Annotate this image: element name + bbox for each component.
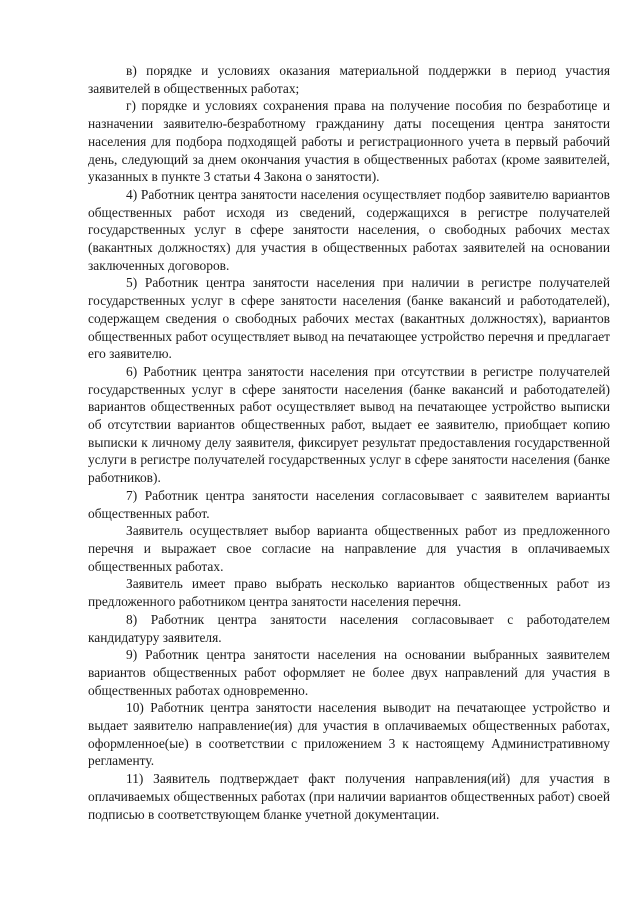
paragraph-applicant-right: Заявитель имеет право выбрать несколько вариантов общественных работ из предложенного работником центра занятости населения перечня. [88, 576, 610, 610]
paragraph-11: 11) Заявитель подтверждает факт получения направления(ий) для участия в оплачиваемых общественных работах (при наличии вариантов общественных работ) своей подписью в соответствующем бланке учетной документации. [88, 771, 610, 822]
paragraph-9: 9) Работник центра занятости населения на основании выбранных заявителем вариантов общественных работ оформляет не более двух направлений для участия в общественных работах одновременно. [88, 647, 610, 698]
document-page [88, 62, 610, 823]
paragraph-5: 5) Работник центра занятости населения при наличии в регистре получателей государственных услуг в сфере занятости населения (банке вакансий и работодателей), содержащем сведения о свободных рабочих местах (вакантных должностях), вариантов общественных работ осуществляет вывод на печатающее устройство перечня и предлагает его заявителю. [88, 275, 610, 362]
paragraph-4: 4) Работник центра занятости населения осуществляет подбор заявителю вариантов общественных работ исходя из сведений, содержащихся в регистре получателей государственных услуг в сфере занятости населения, о свободных рабочих местах (вакантных должностях) для участия в общественных работах заявителей на основании заключенных договоров. [88, 186, 610, 273]
paragraph-applicant-choice: Заявитель осуществляет выбор варианта общественных работ из предложенного перечня и выражает свое согласие на направление для участия в оплачиваемых общественных работах. [88, 523, 610, 574]
paragraph-8: 8) Работник центра занятости населения согласовывает с работодателем кандидатуру заявителя. [88, 611, 610, 645]
paragraph-v: в) порядке и условиях оказания материальной поддержки в период участия заявителей в общественных работах; [88, 63, 610, 96]
paragraph-g: г) порядке и условиях сохранения права на получение пособия по безработице и назначении заявителю-безработному гражданину даты посещения центра занятости населения для подбора подходящей работы и регистрационного учета в первый рабочий день, следующий за днем окончания участия в общественных работах (кроме заявителей, указанных в пункте 3 статьи 4 Закона о занятости). [88, 98, 610, 185]
paragraph-7: 7) Работник центра занятости населения согласовывает с заявителем варианты общественных работ. [88, 487, 610, 521]
paragraph-6: 6) Работник центра занятости населения при отсутствии в регистре получателей государственных услуг в сфере занятости населения (банке вакансий и работодателей) вариантов общественных работ осуществляет вывод на печатающее устройство выписки об отсутствии вариантов общественных работ, выдает ее заявителю, приобщает копию выписки к личному делу заявителя, фиксирует результат предоставления государственной услуги в регистре получателей государственных услуг в сфере занятости населения (банке работников). [88, 363, 610, 486]
paragraph-10: 10) Работник центра занятости населения выводит на печатающее устройство и выдает заявителю направление(ия) для участия в оплачиваемых общественных работах, оформленное(ые) в соответствии с приложением 3 к настоящему Административному регламенту. [88, 700, 610, 769]
